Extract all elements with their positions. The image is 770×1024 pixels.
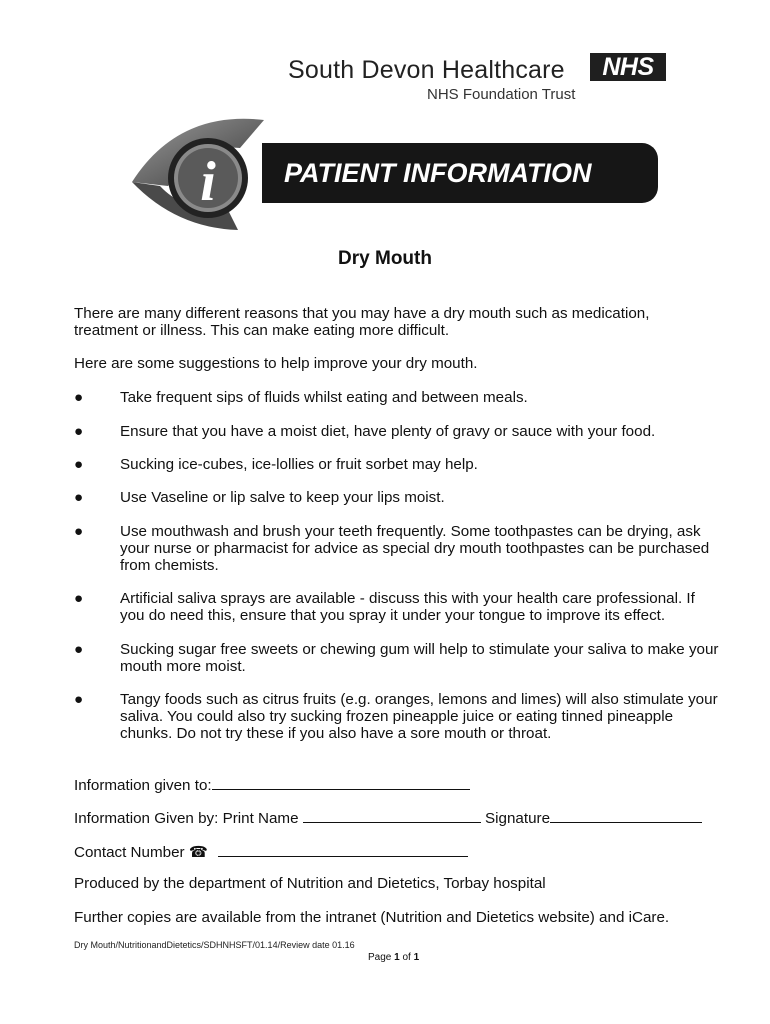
list-item-text: Tangy foods such as citrus fruits (e.g. oranges, lemons and limes) will also stimulate your saliva. You could also try sucking frozen pineapple juice or eating tinned pineapple chunks. Do not try these if you also have a sore mouth or throat. xyxy=(120,691,718,742)
trust-name: NHS Foundation Trust xyxy=(427,86,576,103)
page-current: 1 xyxy=(394,952,400,963)
print-name-input[interactable] xyxy=(303,808,481,823)
contact-number-input[interactable] xyxy=(218,842,468,857)
patient-information-banner: PATIENT INFORMATION xyxy=(262,143,658,203)
bullet-icon: ● xyxy=(74,456,84,473)
contact-number-field xyxy=(74,842,468,861)
page-number: Page 1 of 1 xyxy=(368,952,420,963)
information-given-to-field xyxy=(74,775,470,794)
bullet-icon: ● xyxy=(74,641,84,658)
list-item-text: Ensure that you have a moist diet, have plenty of gravy or sauce with your food. xyxy=(120,423,656,440)
document-reference: Dry Mouth/NutritionandDietetics/SDHNHSFT/01.14/Review date 01.16 xyxy=(74,940,355,950)
list-item-text: Sucking sugar free sweets or chewing gum will help to stimulate your saliva to make your mouth more moist. xyxy=(120,641,719,675)
signature-input[interactable] xyxy=(550,808,702,823)
bullet-icon: ● xyxy=(74,423,84,440)
contact-label: Contact Number xyxy=(74,844,185,861)
information-given-by-field xyxy=(74,808,702,827)
list-item-text: Take frequent sips of fluids whilst eating and between meals. xyxy=(120,389,528,406)
intro-paragraph: There are many different reasons that you may have a dry mouth such as medication, treatment or illness. This can make eating more difficult. xyxy=(74,305,650,339)
phone-icon: ☎ xyxy=(188,844,208,861)
list-item-text: Artificial saliva sprays are available - discuss this with your health care professional. If you do need this, ensure that you spray it under your tongue to improve its effect. xyxy=(120,590,695,624)
bullet-icon: ● xyxy=(74,489,84,506)
nhs-logo: NHS xyxy=(590,53,666,81)
bullet-icon: ● xyxy=(74,389,84,406)
produced-by-text: Produced by the department of Nutrition and Dietetics, Torbay hospital xyxy=(74,875,546,892)
signature-label: Signature xyxy=(485,810,551,827)
info-logo-icon xyxy=(128,116,268,236)
list-item-text: Use Vaseline or lip salve to keep your lips moist. xyxy=(120,489,445,506)
list-item-text: Sucking ice-cubes, ice-lollies or fruit sorbet may help. xyxy=(120,456,478,473)
page-total: 1 xyxy=(413,952,420,963)
info-letter: i xyxy=(200,151,216,213)
document-title: Dry Mouth xyxy=(338,248,432,269)
given-to-label: Information given to: xyxy=(74,777,212,794)
further-copies-text: Further copies are available from the intranet (Nutrition and Dietetics website) and iCare. xyxy=(74,909,670,926)
given-to-input[interactable] xyxy=(212,775,470,790)
list-item-text: Use mouthwash and brush your teeth frequently. Some toothpastes can be drying, ask your nurse or pharmacist for advice as special dry mouth toothpastes can be purchased from chemists. xyxy=(120,523,710,574)
bullet-icon: ● xyxy=(74,691,84,708)
bullet-icon: ● xyxy=(74,523,84,540)
organisation-name: South Devon Healthcare xyxy=(288,56,565,84)
given-by-label: Information Given by: Print Name xyxy=(74,810,299,827)
bullet-icon: ● xyxy=(74,590,84,607)
suggestions-intro: Here are some suggestions to help improve your dry mouth. xyxy=(74,355,478,372)
